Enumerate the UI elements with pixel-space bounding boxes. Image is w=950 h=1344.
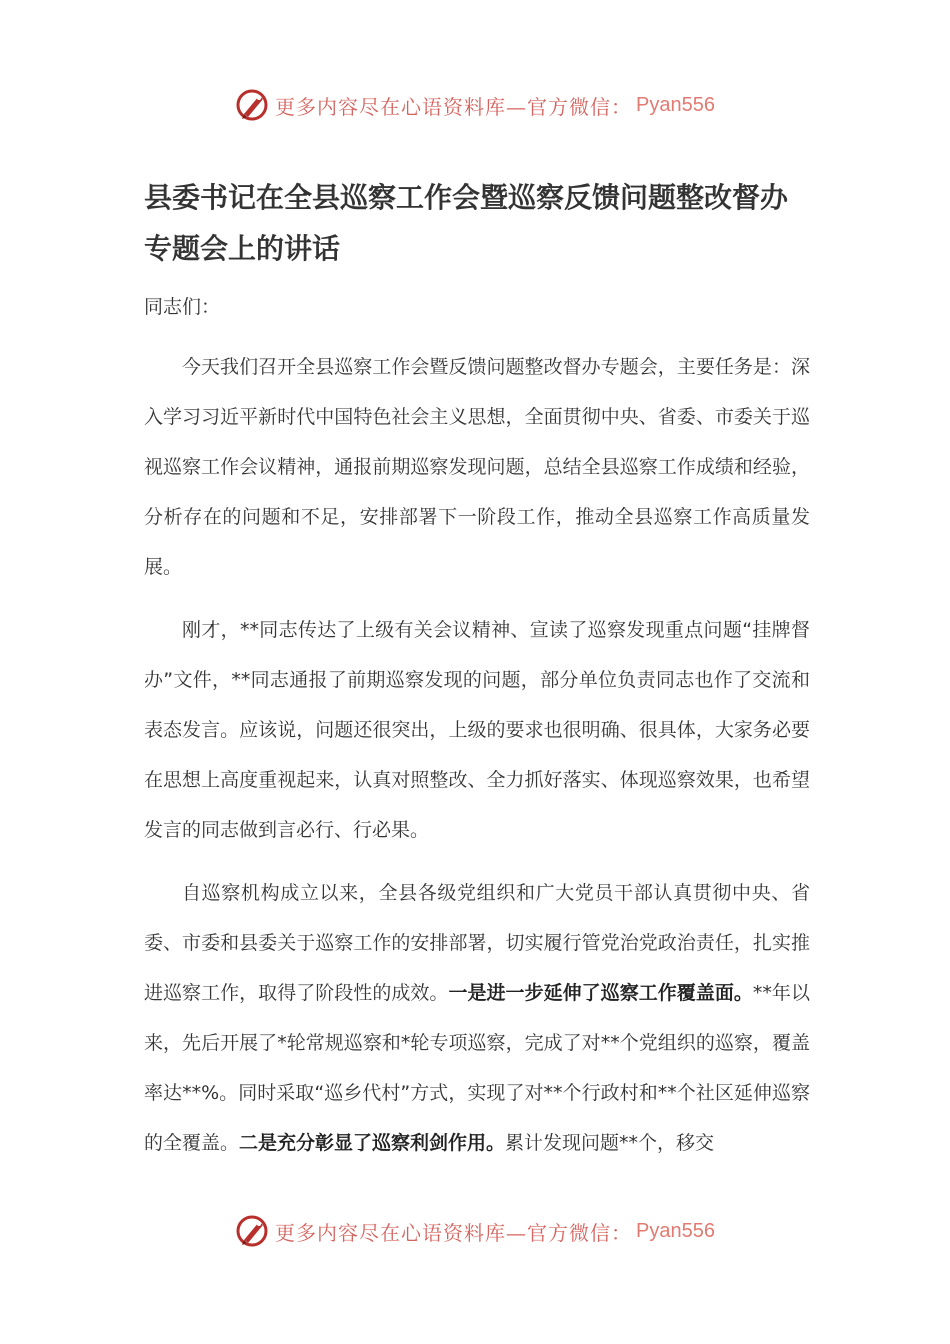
pen-logo-icon [235, 1214, 269, 1248]
document-body [144, 342, 810, 1181]
document-title: 县委书记在全县巡察工作会暨巡察反馈问题整改督办专题会上的讲话 [144, 181, 789, 265]
salutation: 同志们： [144, 296, 221, 318]
footer-banner [0, 1208, 950, 1254]
paragraph: 今天我们召开全县巡察工作会暨反馈问题整改督办专题会，主要任务是：深入学习习近平新时代中国特色社会主义思想，全面贯彻中央、省委、市委关于巡视巡察工作会议精神，通报前期巡察发现问题，总结全县巡察工作成绩和经验，分析存在的问题和不足，安排部署下一阶段工作，推动全县巡察工作高质量发展。 [144, 356, 810, 578]
banner-text: 更多内容尽在心语资料库—官方微信： [275, 94, 633, 119]
paragraph-text: 累计发现问题**个，移交 [505, 1132, 715, 1154]
bold-point: 二是充分彰显了巡察利剑作用。 [239, 1132, 506, 1154]
pen-logo-icon [235, 88, 269, 122]
paragraph: 刚才，**同志传达了上级有关会议精神、宣读了巡察发现重点问题“挂牌督办”文件，**同志通报了前期巡察发现的问题，部分单位负责同志也作了交流和表态发言。应该说，问题还很突出，上级的要求也很明确、很具体，大家务必要在思想上高度重视起来，认真对照整改、全力抓好落实、体现巡察效果，也希望发言的同志做到言必行、行必果。 [144, 619, 810, 841]
bold-point: 一是进一步延伸了巡察工作覆盖面。 [448, 982, 753, 1004]
paragraph-text: 自巡察机构成立以来，全县各级党组织和广大党员干部认真贯彻中央、省委、市委和县委关于巡察工作的安排部署，切实履行管党治党政治责任，扎实推进巡察工作，取得了阶段性的成效。 [144, 882, 810, 1004]
banner-text: 更多内容尽在心语资料库—官方微信： [275, 1220, 633, 1245]
paragraph-text: **年以来，先后开展了*轮常规巡察和*轮专项巡察，完成了对**个党组织的巡察，覆盖率达**%。同时采取“巡乡代村”方式，实现了对**个行政村和**个社区延伸巡察的全覆盖。 [144, 982, 810, 1154]
wechat-id: Pyan556 [636, 93, 715, 116]
wechat-id: Pyan556 [636, 1219, 715, 1242]
header-banner [0, 82, 950, 128]
paragraph [144, 868, 810, 1168]
